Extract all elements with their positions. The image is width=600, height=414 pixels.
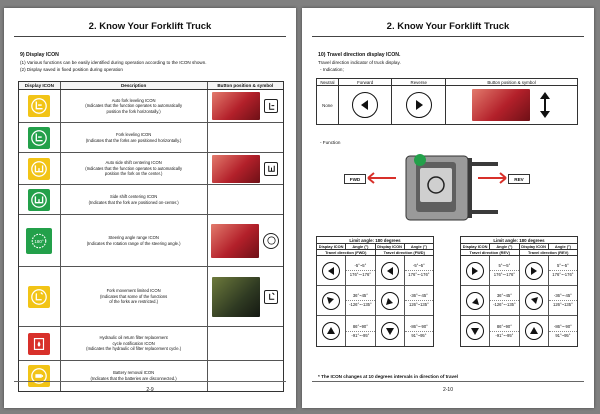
manual-page-right bbox=[302, 8, 594, 408]
section-intro: Travel direction indicator of truck display. bbox=[318, 60, 401, 65]
table-header bbox=[317, 79, 577, 86]
col-angle: Angle (°) bbox=[554, 244, 571, 249]
table-header bbox=[19, 82, 283, 90]
angle-value: 91°~95° bbox=[549, 331, 577, 340]
battery-removal-icon bbox=[28, 365, 50, 387]
row-desc-2: (Indicates the hydraulic oil filter replacement cycle.) bbox=[86, 346, 182, 352]
table-row bbox=[19, 327, 283, 361]
angle-value: 91°~95° bbox=[405, 331, 433, 340]
table-row bbox=[19, 267, 283, 327]
angle-value: -36°~-45° bbox=[553, 293, 572, 298]
angle-value: 176°~-176° bbox=[346, 270, 374, 279]
arrow-up-left-icon bbox=[322, 292, 340, 310]
header-neutral: Neutral bbox=[317, 79, 339, 85]
header-display-icon: Display ICON bbox=[19, 82, 61, 89]
arrow-down-icon bbox=[466, 322, 484, 340]
row-title: Side shift centering ICON bbox=[110, 193, 158, 199]
arrow-up-icon bbox=[525, 322, 543, 340]
hydraulic-filter-icon bbox=[28, 333, 50, 355]
col-angle: Angle (°) bbox=[490, 244, 519, 249]
forward-arrow-icon bbox=[352, 92, 378, 118]
fork-limit-button-icon bbox=[264, 290, 278, 304]
arrow-right-icon bbox=[466, 262, 484, 280]
col-travel-direction: Travel direction (REV) bbox=[528, 250, 569, 255]
col-travel-direction: Travel direction (REV) bbox=[461, 250, 520, 255]
header-forward: Forward bbox=[339, 79, 393, 85]
row-desc-2: of the forks are restricted.) bbox=[109, 299, 159, 305]
col-travel-direction: Travel direction (FWD) bbox=[317, 250, 376, 255]
table-row bbox=[461, 256, 577, 286]
angle-value: 176°~-176° bbox=[490, 270, 518, 279]
icon-interval-note: * The ICON changes at 10 degrees intervals in direction of travel bbox=[318, 374, 458, 379]
rev-angle-table bbox=[460, 236, 578, 347]
display-icon-table bbox=[18, 81, 284, 392]
angle-value: -91°~-95° bbox=[346, 331, 374, 340]
angle-value: 176°~-176° bbox=[549, 270, 577, 279]
angle-value: 36°~45° bbox=[352, 293, 368, 298]
angle-value: -126°~-135° bbox=[346, 300, 374, 309]
row-title: Hydraulic oil return filter replacement bbox=[99, 335, 168, 341]
angle-value: -91°~-95° bbox=[490, 331, 518, 340]
manual-page-left bbox=[4, 8, 296, 408]
steering-angle-icon bbox=[26, 228, 52, 254]
angle-value: -36°~-45° bbox=[409, 293, 428, 298]
arrow-left-icon bbox=[381, 262, 399, 280]
limit-angle-heading: Limit angle: 180 degrees bbox=[461, 237, 577, 244]
table-row bbox=[19, 215, 283, 267]
fork-leveling-button-icon bbox=[264, 99, 278, 113]
row-desc-2: position the fork on the center.) bbox=[104, 171, 163, 177]
header-description: Description bbox=[61, 82, 208, 89]
button-photo bbox=[472, 89, 530, 121]
footer-divider bbox=[312, 381, 584, 382]
neutral-value: None bbox=[317, 86, 339, 124]
angle-value: 126°~135° bbox=[405, 300, 433, 309]
angle-value: 126°~135° bbox=[549, 300, 577, 309]
header-button-position: Button position & symbol bbox=[487, 79, 536, 85]
button-photo bbox=[212, 92, 260, 120]
side-shift-button-icon bbox=[264, 162, 278, 176]
rev-indicator: REV bbox=[508, 174, 530, 184]
travel-direction-diagram bbox=[316, 148, 578, 228]
row-desc-2: position the fork horizontally.) bbox=[106, 108, 161, 114]
table-row bbox=[19, 153, 283, 185]
arrow-down-right-icon bbox=[466, 292, 484, 310]
table-row bbox=[461, 286, 577, 316]
section-heading: 10) Travel direction display ICON. bbox=[318, 52, 401, 58]
angle-value: -86°~-90° bbox=[553, 323, 572, 329]
row-title: Auto fork leveling ICON bbox=[111, 97, 156, 103]
angle-value: 176°~-176° bbox=[405, 270, 433, 279]
col-display-icon: Display ICON bbox=[317, 244, 346, 249]
angle-value: -5°~5° bbox=[354, 263, 367, 268]
table-row bbox=[19, 123, 283, 153]
forklift-top-view bbox=[316, 148, 578, 228]
title-divider bbox=[312, 36, 584, 37]
fwd-indicator: FWD bbox=[344, 174, 366, 184]
col-display-icon: Display ICON bbox=[376, 244, 405, 249]
angle-value: 5°~-5° bbox=[556, 263, 569, 268]
indication-table bbox=[316, 78, 578, 125]
table-row bbox=[19, 185, 283, 215]
col-display-icon: Display ICON bbox=[461, 244, 490, 249]
row-desc: (Indicates that some of the functions bbox=[99, 293, 168, 299]
steering-angle-badge: 180° bbox=[34, 238, 44, 244]
angle-value: -5°~5° bbox=[412, 263, 425, 268]
fork-leveling-icon bbox=[28, 127, 50, 149]
fork-limited-icon bbox=[28, 286, 50, 308]
col-travel-direction: Travel direction (FWD) bbox=[383, 250, 425, 255]
table-row bbox=[317, 86, 577, 124]
intro-line-1: (1) Various functions can be easily identified during operation according to the ICON shown. bbox=[20, 60, 207, 65]
fwd-angle-table bbox=[316, 236, 434, 347]
row-title: Auto side shift centering ICON bbox=[105, 160, 162, 166]
reverse-arrow-icon bbox=[406, 92, 432, 118]
row-desc: (Indicates that the batteries are disconnected.) bbox=[90, 376, 177, 381]
steering-button-icon bbox=[263, 233, 279, 249]
page-number: 2-9 bbox=[146, 387, 154, 393]
row-desc: (Indicates that the fork are positioned on-center.) bbox=[88, 199, 179, 205]
row-title: Fork leveling ICON bbox=[115, 131, 152, 137]
angle-value: 86°~90° bbox=[496, 323, 512, 329]
angle-value: -86°~-90° bbox=[409, 323, 428, 329]
angle-value: 86°~90° bbox=[352, 323, 368, 329]
fork-leveling-auto-icon bbox=[28, 95, 50, 117]
page-title: 2. Know Your Forklift Truck bbox=[88, 21, 212, 32]
arrow-right-icon bbox=[525, 262, 543, 280]
angle-value: -126°~-135° bbox=[490, 300, 518, 309]
angle-value: 5°~-5° bbox=[498, 263, 511, 268]
row-desc: (Indicates that the function operates to automatically bbox=[85, 103, 183, 109]
side-shift-auto-icon bbox=[28, 158, 50, 180]
col-display-icon: Display ICON bbox=[520, 244, 549, 249]
limit-angle-heading: Limit angle: 180 degrees bbox=[317, 237, 433, 244]
button-photo bbox=[212, 155, 260, 183]
table-row bbox=[317, 316, 433, 346]
up-down-arrow-icon bbox=[538, 91, 552, 119]
button-photo bbox=[211, 224, 259, 258]
table-row bbox=[317, 286, 433, 316]
col-angle: Angle (°) bbox=[410, 244, 427, 249]
function-label: - Function bbox=[320, 140, 341, 145]
title-divider bbox=[14, 36, 286, 37]
row-desc: (Indicates the rotation range of the steering angle.) bbox=[86, 240, 181, 246]
arrow-up-right-icon bbox=[525, 292, 543, 310]
side-shift-icon bbox=[28, 189, 50, 211]
header-button-position: Button position & symbol bbox=[217, 83, 274, 88]
arrow-down-left-icon bbox=[381, 292, 399, 310]
row-desc: (Indicates that the forks are positioned horizontally.) bbox=[85, 137, 182, 143]
footer-divider bbox=[14, 381, 286, 382]
arrow-up-icon bbox=[322, 322, 340, 340]
table-row bbox=[461, 316, 577, 346]
intro-line-2: (2) Display saved in fixed position during operation bbox=[20, 67, 123, 72]
page-number: 2-10 bbox=[442, 387, 453, 393]
header-reverse: Reverse bbox=[392, 79, 446, 85]
arrow-down-icon bbox=[381, 322, 399, 340]
row-title: Fork movement limited ICON bbox=[106, 288, 161, 294]
table-row bbox=[317, 256, 433, 286]
angle-value: 36°~45° bbox=[496, 293, 512, 298]
arrow-left-icon bbox=[322, 262, 340, 280]
table-row bbox=[19, 90, 283, 123]
page-title: 2. Know Your Forklift Truck bbox=[386, 21, 510, 32]
col-angle: Angle (°) bbox=[346, 244, 375, 249]
section-heading: 9) Display ICON bbox=[20, 52, 59, 58]
indication-label: - Indication; bbox=[320, 67, 344, 72]
button-photo bbox=[212, 277, 260, 317]
row-desc: cycle notification ICON bbox=[112, 340, 155, 346]
row-desc: (Indicates that the function operates to automatically bbox=[85, 165, 183, 171]
row-title: Steering angle range ICON bbox=[108, 234, 159, 240]
row-title: Battery removal ICON bbox=[113, 370, 155, 376]
